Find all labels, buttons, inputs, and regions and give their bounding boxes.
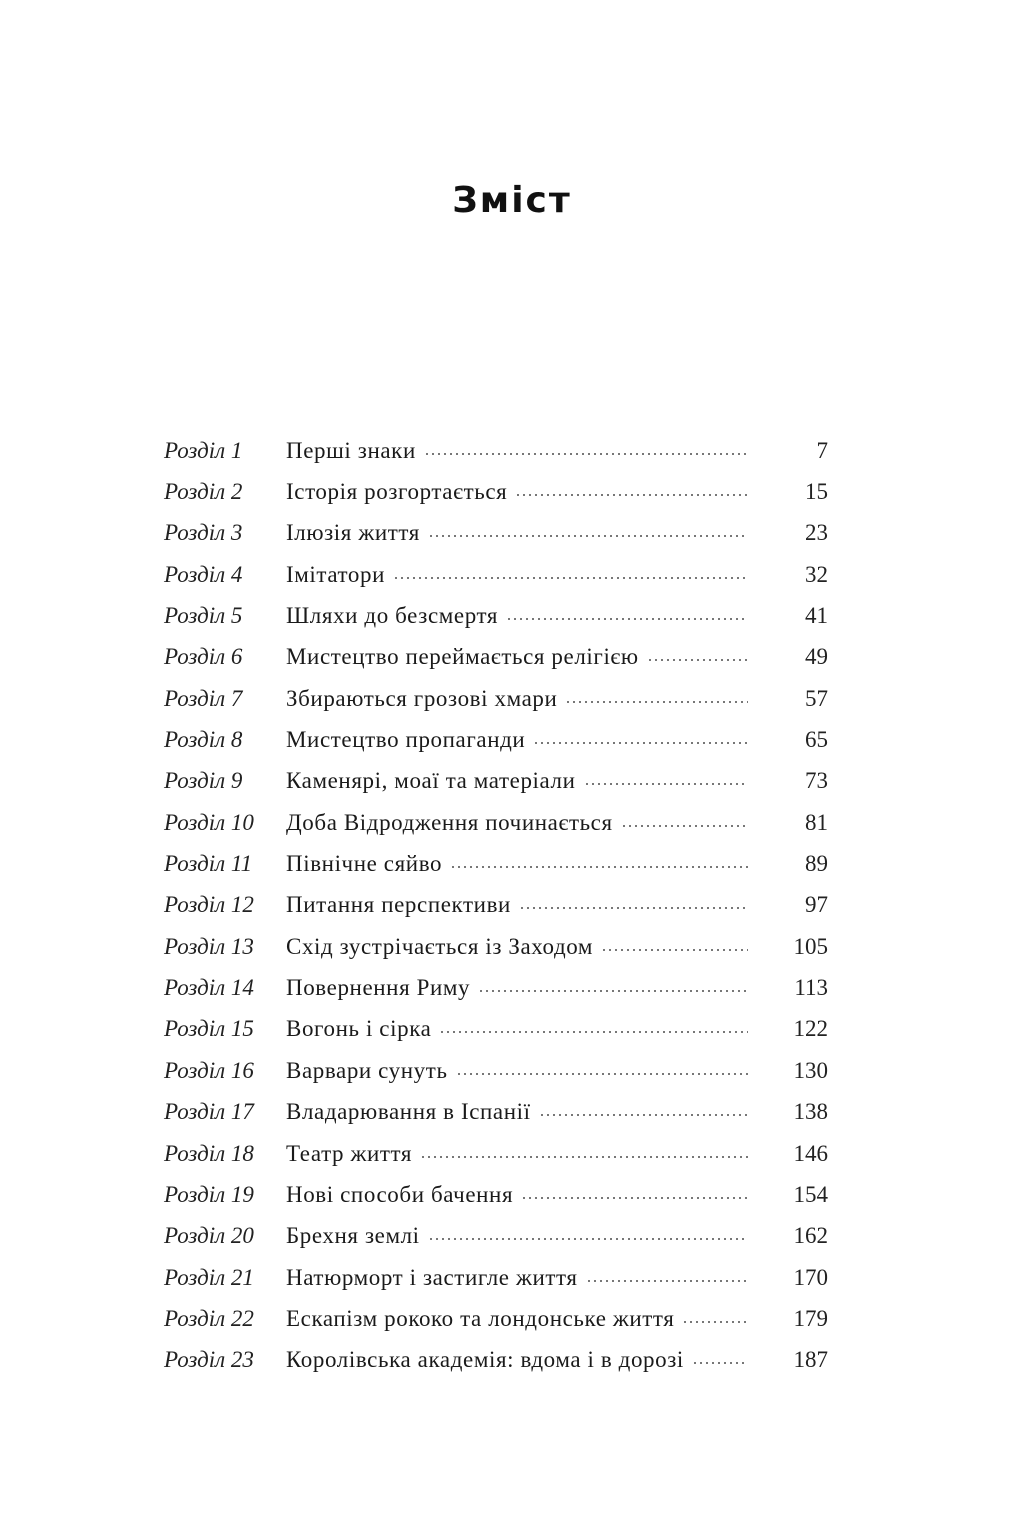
toc-entry-title: Питання перспективи [286, 892, 511, 918]
dot-leader [565, 701, 748, 703]
dot-leader [420, 1156, 748, 1158]
toc-page-number: 57 [805, 685, 828, 711]
dot-leader [533, 742, 748, 744]
dot-leader [428, 535, 748, 537]
toc-page-number: 138 [793, 1099, 828, 1125]
toc-page-number: 105 [793, 933, 828, 959]
dot-leader [601, 949, 748, 951]
toc-page-number: 89 [805, 851, 828, 877]
toc-row [164, 1298, 828, 1339]
toc-chapter-label: Розділ 7 [164, 685, 243, 711]
toc-page-number: 154 [793, 1181, 828, 1207]
toc-title-wrap [286, 975, 748, 1001]
toc-title-wrap [286, 1306, 748, 1332]
toc-page-number: 187 [793, 1347, 828, 1373]
toc-title-wrap [286, 1058, 748, 1084]
toc-title-wrap [286, 438, 748, 464]
toc-row [164, 595, 828, 636]
toc-page-number: 81 [805, 809, 828, 835]
toc-title-wrap [286, 727, 748, 753]
toc-title-wrap [286, 768, 748, 794]
toc-title-wrap [286, 934, 748, 960]
toc-chapter-label: Розділ 12 [164, 892, 254, 918]
toc-title-wrap [286, 603, 748, 629]
toc-entry-title: Королівська академія: вдома і в дорозі [286, 1347, 684, 1373]
toc-chapter-label: Розділ 20 [164, 1223, 254, 1249]
toc-entry-title: Збираються грозові хмари [286, 685, 558, 711]
toc-page-number: 73 [805, 768, 828, 794]
toc-entry-title: Імітатори [286, 561, 386, 587]
toc-entry-title: Історія розгортається [286, 479, 508, 505]
toc-chapter-label: Розділ 18 [164, 1140, 254, 1166]
dot-leader [506, 618, 748, 620]
toc-chapter-label: Розділ 15 [164, 1016, 254, 1042]
toc-entry-title: Владарювання в Іспанії [286, 1099, 531, 1125]
dot-leader [450, 866, 748, 868]
toc-title-wrap [286, 1265, 748, 1291]
toc-row [164, 554, 828, 595]
toc-title-wrap [286, 479, 748, 505]
toc-page-number: 162 [793, 1223, 828, 1249]
toc-entry-title: Північне сяйво [286, 851, 443, 877]
toc-row [164, 967, 828, 1008]
toc-entry-title: Шляхи до безсмертя [286, 603, 499, 629]
toc-entry-title: Доба Відродження починається [286, 809, 613, 835]
dot-leader [539, 1114, 748, 1116]
toc-row [164, 1216, 828, 1257]
toc-entry-title: Каменярі, моаї та матеріали [286, 768, 576, 794]
toc-row [164, 1257, 828, 1298]
toc-page-number: 49 [805, 644, 828, 670]
toc-chapter-label: Розділ 8 [164, 727, 243, 753]
toc-row [164, 802, 828, 843]
toc-chapter-label: Розділ 17 [164, 1099, 254, 1125]
toc-page-number: 23 [805, 520, 828, 546]
toc-chapter-label: Розділ 6 [164, 644, 243, 670]
toc-row [164, 1092, 828, 1133]
toc-entry-title: Ілюзія життя [286, 520, 420, 546]
toc-page-number: 122 [793, 1016, 828, 1042]
toc-row [164, 1133, 828, 1174]
toc-title-wrap [286, 1141, 748, 1167]
dot-leader [424, 453, 748, 455]
toc-row [164, 513, 828, 554]
toc-row [164, 926, 828, 967]
toc-page-number: 146 [793, 1140, 828, 1166]
toc-row [164, 471, 828, 512]
toc-entry-title: Мистецтво переймається релігією [286, 644, 639, 670]
dot-leader [682, 1321, 748, 1323]
toc-page-number: 130 [793, 1057, 828, 1083]
toc-title-wrap [286, 686, 748, 712]
toc-title-wrap [286, 562, 748, 588]
toc-entry-title: Мистецтво пропаганди [286, 727, 526, 753]
toc-chapter-label: Розділ 11 [164, 851, 253, 877]
toc-chapter-label: Розділ 4 [164, 561, 243, 587]
toc-row [164, 1340, 828, 1381]
toc-chapter-label: Розділ 3 [164, 520, 243, 546]
toc-chapter-label: Розділ 22 [164, 1305, 254, 1331]
toc-chapter-label: Розділ 14 [164, 975, 254, 1001]
toc-row [164, 1050, 828, 1091]
toc-row [164, 678, 828, 719]
toc-row [164, 1174, 828, 1215]
dot-leader [439, 1031, 748, 1033]
toc-chapter-label: Розділ 16 [164, 1057, 254, 1083]
toc-entry-title: Натюрморт і застигле життя [286, 1264, 578, 1290]
toc-page-number: 32 [805, 561, 828, 587]
toc-entry-title: Брехня землі [286, 1223, 420, 1249]
toc-chapter-label: Розділ 23 [164, 1347, 254, 1373]
toc-entry-title: Театр життя [286, 1140, 413, 1166]
toc-chapter-label: Розділ 21 [164, 1264, 254, 1290]
toc-entry-title: Схід зустрічається із Заходом [286, 933, 594, 959]
dot-leader [428, 1238, 748, 1240]
table-of-contents [164, 430, 828, 1381]
toc-page-number: 65 [805, 727, 828, 753]
toc-row [164, 637, 828, 678]
toc-row [164, 843, 828, 884]
dot-leader [584, 783, 748, 785]
toc-row [164, 761, 828, 802]
toc-title-wrap [286, 520, 748, 546]
toc-title-wrap [286, 1182, 748, 1208]
toc-chapter-label: Розділ 1 [164, 437, 243, 463]
dot-leader [515, 494, 748, 496]
dot-leader [586, 1280, 748, 1282]
toc-title-wrap [286, 851, 748, 877]
toc-page-number: 15 [805, 479, 828, 505]
toc-title-wrap [286, 892, 748, 918]
toc-chapter-label: Розділ 19 [164, 1181, 254, 1207]
toc-title-wrap [286, 1223, 748, 1249]
dot-leader [647, 659, 748, 661]
dot-leader [621, 825, 748, 827]
toc-row [164, 719, 828, 760]
toc-row [164, 885, 828, 926]
dot-leader [519, 907, 748, 909]
toc-entry-title: Повернення Риму [286, 975, 471, 1001]
page-title: Зміст [452, 180, 572, 221]
dot-leader [521, 1197, 748, 1199]
toc-entry-title: Вогонь і сірка [286, 1016, 432, 1042]
dot-leader [478, 990, 748, 992]
toc-entry-title: Варвари сунуть [286, 1057, 448, 1083]
toc-page-number: 41 [805, 603, 828, 629]
dot-leader [692, 1362, 748, 1364]
toc-chapter-label: Розділ 5 [164, 603, 243, 629]
toc-chapter-label: Розділ 9 [164, 768, 243, 794]
toc-title-wrap [286, 1347, 748, 1373]
toc-title-wrap [286, 810, 748, 836]
toc-page-number: 97 [805, 892, 828, 918]
dot-leader [393, 577, 748, 579]
toc-chapter-label: Розділ 10 [164, 809, 254, 835]
toc-row [164, 430, 828, 471]
toc-entry-title: Перші знаки [286, 437, 416, 463]
dot-leader [456, 1073, 748, 1075]
toc-page-number: 170 [793, 1264, 828, 1290]
toc-page-number: 179 [793, 1305, 828, 1331]
toc-chapter-label: Розділ 2 [164, 479, 243, 505]
toc-title-wrap [286, 1016, 748, 1042]
toc-row [164, 1009, 828, 1050]
toc-title-wrap [286, 1099, 748, 1125]
toc-page-number: 113 [794, 975, 828, 1001]
toc-entry-title: Нові способи бачення [286, 1181, 514, 1207]
toc-entry-title: Ескапізм рококо та лондонське життя [286, 1305, 675, 1331]
toc-chapter-label: Розділ 13 [164, 933, 254, 959]
toc-title-wrap [286, 644, 748, 670]
toc-page-number: 7 [816, 437, 828, 463]
